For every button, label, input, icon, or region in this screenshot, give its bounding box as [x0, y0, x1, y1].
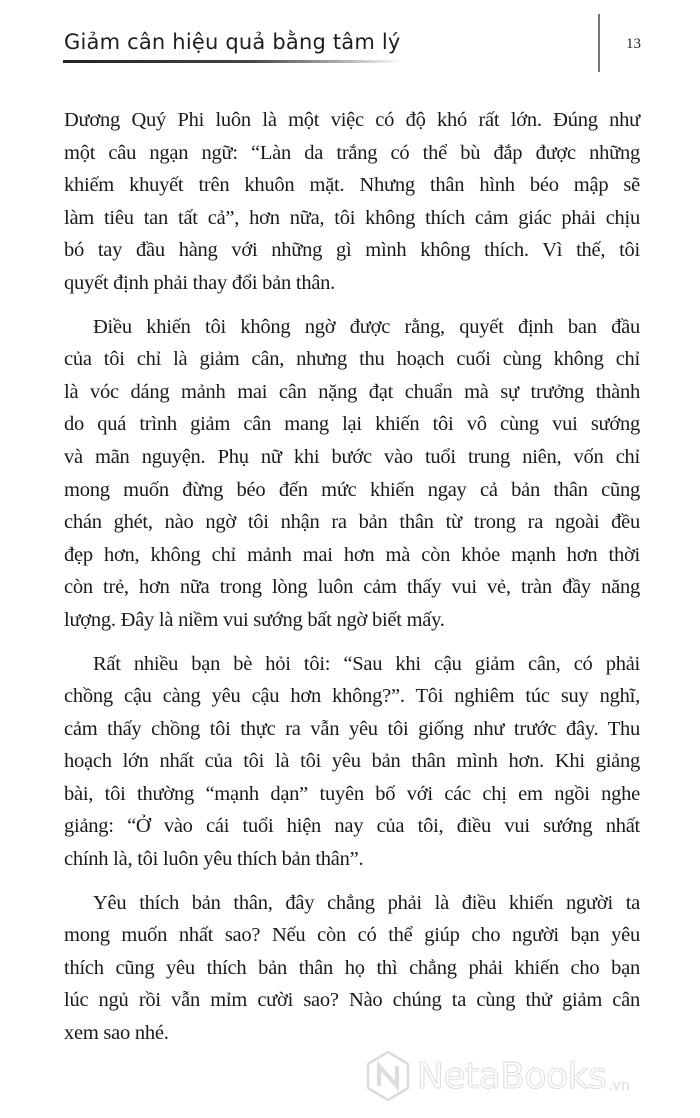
- text-line: Dương Quý Phi luôn là một việc có độ khó rất lớn. Đúng như: [64, 109, 640, 131]
- paragraph: [64, 311, 640, 637]
- text-line: chán ghét, nào ngờ tôi nhận ra bản thân từ trong ra ngoài đều: [64, 511, 640, 534]
- text-line: làm tiêu tan tất cả”, hơn nữa, tôi không thích cảm giác phải chịu: [64, 206, 640, 229]
- text-line: một câu ngạn ngữ: “Làn da trắng có thể bù đắp được những: [64, 141, 640, 164]
- text-line: là vóc dáng mảnh mai cân nặng đạt chuẩn mà sự trưởng thành: [64, 380, 640, 403]
- text-line: cảm thấy chồng tôi thực ra vẫn yêu tôi giống như trước đây. Thu: [64, 717, 640, 740]
- watermark: [365, 1050, 630, 1102]
- running-title: Giảm cân hiệu quả bằng tâm lý: [64, 30, 401, 54]
- paragraph: [64, 887, 640, 1050]
- text-line: mong muốn đừng béo đến mức khiến ngay cả bản thân cũng: [64, 478, 640, 501]
- text-line: chính là, tôi luôn yêu thích bản thân”.: [64, 848, 364, 871]
- text-line: khiếm khuyết trên khuôn mặt. Nhưng thân hình béo mập sẽ: [64, 174, 640, 197]
- header-divider: [598, 14, 600, 72]
- text-line: chồng cậu càng yêu cậu hơn không?”. Tôi nghiêm túc suy nghĩ,: [64, 685, 640, 708]
- paragraph: [64, 104, 640, 300]
- text-line: còn trẻ, hơn nữa trong lòng luôn cảm thấy vui vẻ, tràn đầy năng: [64, 576, 640, 599]
- text-line: giảng: “Ở vào cái tuổi hiện nay của tôi, điều vui sướng nhất: [64, 815, 640, 838]
- text-line: lượng. Đây là niềm vui sướng bất ngờ biết mấy.: [64, 608, 445, 631]
- text-line: Rất nhiều bạn bè hỏi tôi: “Sau khi cậu giảm cân, có phải: [93, 652, 640, 675]
- watermark-brand: NetaBooks: [417, 1055, 607, 1097]
- text-line: đẹp hơn, không chỉ mảnh mai hơn mà còn khỏe mạnh hơn thời: [64, 543, 640, 566]
- text-line: quyết định phải thay đổi bản thân.: [64, 271, 336, 294]
- text-line: Yêu thích bản thân, đây chẳng phải là điều khiến người ta: [93, 891, 640, 914]
- text-line: bài, tôi thường “mạnh dạn” tuyên bố với các chị em ngồi nghe: [64, 782, 640, 805]
- text-line: của tôi chỉ là giảm cân, nhưng thu hoạch cuối cùng không chỉ: [64, 348, 640, 371]
- netabooks-logo-icon: [365, 1050, 411, 1102]
- text-line: thích cũng yêu thích bản thân họ thì chẳng phải khiến cho bạn: [64, 956, 640, 979]
- header-underline: [63, 60, 403, 63]
- text-line: Điều khiến tôi không ngờ được rằng, quyết định ban đầu: [93, 315, 640, 338]
- text-line: xem sao nhé.: [64, 1022, 169, 1045]
- page-body: [64, 104, 640, 1061]
- text-line: mong muốn nhất sao? Nếu còn có thể giúp cho người bạn yêu: [64, 924, 640, 947]
- watermark-suffix: .vn: [608, 1078, 630, 1094]
- text-line: do quá trình giảm cân mang lại khiến tôi vô cùng vui sướng: [64, 413, 640, 436]
- text-line: và mãn nguyện. Phụ nữ khi bước vào tuổi trung niên, vốn chỉ: [64, 445, 640, 468]
- text-line: bó tay đầu hàng với những gì mình không thích. Vì thế, tôi: [64, 239, 640, 262]
- page-number: 13: [626, 36, 641, 52]
- text-line: lúc ngủ rồi vẫn mỉm cười sao? Nào chúng ta cùng thử giảm cân: [64, 989, 640, 1012]
- text-line: hoạch lớn nhất của tôi là tôi yêu bản thân mình hơn. Khi giảng: [64, 750, 640, 773]
- paragraph: [64, 648, 640, 876]
